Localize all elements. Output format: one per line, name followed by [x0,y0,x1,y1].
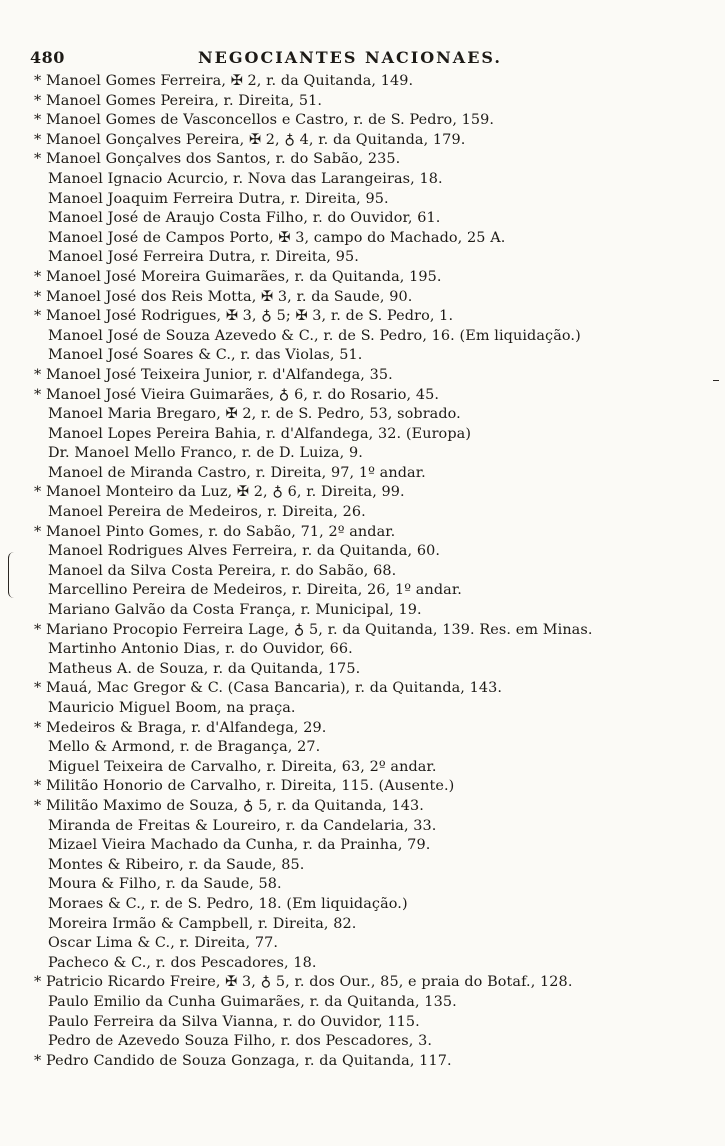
directory-entry: Miguel Teixeira de Carvalho, r. Direita, 63, 2º andar. [48,758,437,775]
directory-entry: Matheus A. de Souza, r. da Quitanda, 175. [48,660,361,677]
directory-entry: * Manoel Pinto Gomes, r. do Sabão, 71, 2º andar. [34,523,396,540]
directory-entry: Moreira Irmão & Campbell, r. Direita, 82. [48,915,357,932]
directory-entry: Montes & Ribeiro, r. da Saude, 85. [48,856,305,873]
directory-entry: * Manoel Gomes Pereira, r. Direita, 51. [34,92,323,109]
binding-bracket-mark [8,552,15,598]
directory-entry: Manoel José Soares & C., r. das Violas, 51. [48,347,363,364]
page-header [30,46,670,70]
directory-entry: * Manoel Gonçalves Pereira, ✠ 2, ♁ 4, r. da Quitanda, 179. [34,131,466,148]
directory-entry: Martinho Antonio Dias, r. do Ouvidor, 66. [48,641,353,658]
directory-entry: Mauricio Miguel Boom, na praça. [48,700,296,716]
directory-entry: Manoel Rodrigues Alves Ferreira, r. da Quitanda, 60. [48,543,441,560]
directory-entry: * Manoel José Teixeira Junior, r. d'Alfandega, 35. [34,366,393,383]
page-number: 480 [30,48,65,67]
directory-entry: Manoel Maria Bregaro, ✠ 2, r. de S. Pedro, 53, sobrado. [48,406,461,423]
directory-entry: * Manoel José Vieira Guimarães, ♁ 6, r. do Rosario, 45. [34,386,440,403]
directory-entry: * Manoel José dos Reis Motta, ✠ 3, r. da Saude, 90. [34,288,413,305]
running-title: NEGOCIANTES NACIONAES. [198,48,502,67]
directory-entry: * Patricio Ricardo Freire, ✠ 3, ♁ 5, r. dos Our., 85, e praia do Botaf., 128. [34,974,573,991]
directory-entry: Manoel José de Campos Porto, ✠ 3, campo do Machado, 25 A. [48,229,506,246]
directory-entry: Manoel José de Souza Azevedo & C., r. de S. Pedro, 16. (Em liquidação.) [48,327,581,344]
margin-dash-mark [713,380,719,381]
directory-entry: * Mariano Procopio Ferreira Lage, ♁ 5, r. da Quitanda, 139. Res. em Minas. [34,621,593,638]
directory-entry: Dr. Manoel Mello Franco, r. de D. Luiza, 9. [48,445,363,462]
directory-entry: * Manoel Monteiro da Luz, ✠ 2, ♁ 6, r. Direita, 99. [34,484,405,501]
directory-entry: * Manoel Gomes Ferreira, ✠ 2, r. da Quitanda, 149. [34,73,414,89]
directory-entry: Oscar Lima & C., r. Direita, 77. [48,935,279,952]
directory-entry: * Manoel José Moreira Guimarães, r. da Quitanda, 195. [34,268,442,285]
directory-entry: Manoel de Miranda Castro, r. Direita, 97, 1º andar. [48,464,426,481]
directory-entry: * Manoel Gonçalves dos Santos, r. do Sabão, 235. [34,151,401,168]
directory-entry: Manoel Joaquim Ferreira Dutra, r. Direita, 95. [48,190,389,207]
directory-entry: Moura & Filho, r. da Saude, 58. [48,876,282,893]
directory-entry: Mariano Galvão da Costa França, r. Municipal, 19. [48,602,422,619]
directory-entry: * Militão Maximo de Souza, ♁ 5, r. da Quitanda, 143. [34,797,424,814]
directory-entry: Pacheco & C., r. dos Pescadores, 18. [48,954,317,971]
directory-entry: * Manoel José Rodrigues, ✠ 3, ♁ 5; ✠ 3, r. de S. Pedro, 1. [34,308,454,325]
directory-list [34,72,694,1071]
directory-entry: Moraes & C., r. de S. Pedro, 18. (Em liquidação.) [48,895,408,912]
directory-entry: * Mauá, Mac Gregor & C. (Casa Bancaria), r. da Quitanda, 143. [34,680,503,697]
directory-entry: Miranda de Freitas & Loureiro, r. da Candelaria, 33. [48,817,437,834]
directory-entry: * Pedro Candido de Souza Gonzaga, r. da Quitanda, 117. [34,1052,452,1069]
directory-entry: Manoel José Ferreira Dutra, r. Direita, 95. [48,249,359,266]
directory-entry: Manoel Lopes Pereira Bahia, r. d'Alfandega, 32. (Europa) [48,425,472,442]
directory-entry: Manoel Pereira de Medeiros, r. Direita, 26. [48,504,366,521]
directory-entry: Pedro de Azevedo Souza Filho, r. dos Pescadores, 3. [48,1033,433,1050]
directory-entry: Manoel José de Araujo Costa Filho, r. do Ouvidor, 61. [48,210,441,227]
directory-entry: Mello & Armond, r. de Bragança, 27. [48,739,321,756]
directory-entry: * Militão Honorio de Carvalho, r. Direita, 115. (Ausente.) [34,778,455,795]
directory-entry: Mizael Vieira Machado da Cunha, r. da Prainha, 79. [48,837,431,854]
directory-entry: Paulo Ferreira da Silva Vianna, r. do Ouvidor, 115. [48,1013,420,1030]
directory-entry: Paulo Emilio da Cunha Guimarães, r. da Quitanda, 135. [48,993,457,1010]
directory-entry: * Manoel Gomes de Vasconcellos e Castro, r. de S. Pedro, 159. [34,112,495,129]
directory-entry: * Medeiros & Braga, r. d'Alfandega, 29. [34,719,327,736]
directory-entry: Manoel da Silva Costa Pereira, r. do Sabão, 68. [48,562,397,579]
directory-entry: Manoel Ignacio Acurcio, r. Nova das Larangeiras, 18. [48,170,443,187]
directory-entry: Marcellino Pereira de Medeiros, r. Direita, 26, 1º andar. [48,582,462,599]
